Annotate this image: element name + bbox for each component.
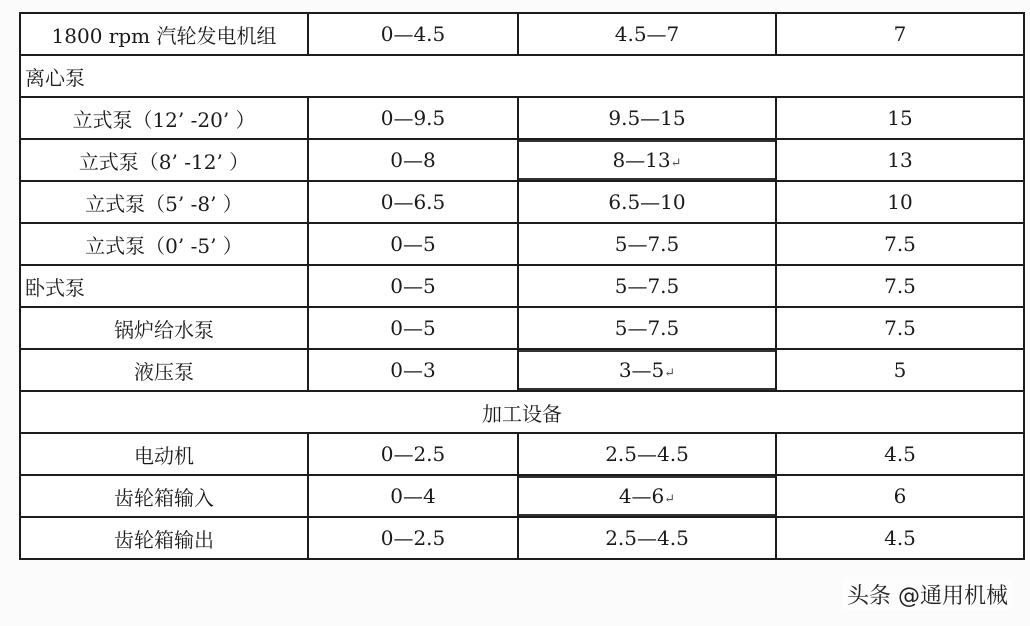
paragraph-mark-icon: ↵: [664, 492, 676, 507]
fair-range-cell-text: 6.5—10: [608, 190, 686, 214]
fair-range-cell-text: 5—7.5: [614, 232, 680, 256]
equipment-name-cell-text: 液压泵: [134, 359, 194, 384]
section-row: [20, 391, 1024, 433]
equipment-name-cell: [20, 307, 308, 349]
table-row: [20, 307, 1024, 349]
limit-value-cell-text: 7.5: [884, 316, 916, 340]
table-row: [20, 97, 1024, 139]
fair-range-cell: [518, 13, 776, 55]
equipment-name-cell-text: 卧式泵: [25, 275, 85, 300]
table-row: [20, 265, 1024, 307]
watermark: 头条 @通用机械: [843, 579, 1012, 610]
fair-range-cell-text: 4.5—7: [614, 22, 680, 46]
limit-value-cell-text: 10: [887, 190, 913, 214]
equipment-name-cell: [20, 475, 308, 517]
table-row: [20, 181, 1024, 223]
section-row: [20, 55, 1024, 97]
fair-range-cell-text: 4—6: [618, 484, 665, 508]
equipment-name-cell-text: 立式泵（12’ -20’ ）: [72, 107, 256, 132]
fair-range-cell-text: 5—7.5: [614, 274, 680, 298]
good-range-cell: [308, 181, 518, 223]
good-range-cell: [308, 13, 518, 55]
good-range-cell-text: 0—5: [390, 316, 436, 340]
section-title: 离心泵: [20, 55, 1024, 97]
good-range-cell-text: 0—3: [390, 358, 436, 382]
limit-value-cell: [776, 475, 1024, 517]
limit-value-cell-text: 7.5: [884, 232, 916, 256]
equipment-name-cell: [20, 433, 308, 475]
table-row: [20, 517, 1024, 559]
equipment-name-cell-text: 立式泵（8’ -12’ ）: [78, 149, 250, 174]
equipment-name-cell-text: 1800 rpm 汽轮发电机组: [51, 23, 277, 48]
good-range-cell-text: 0—8: [390, 148, 436, 172]
fair-range-cell: [518, 475, 776, 517]
good-range-cell: [308, 517, 518, 559]
limit-value-cell: [776, 349, 1024, 391]
table-row: [20, 475, 1024, 517]
fair-range-cell: [518, 517, 776, 559]
fair-range-cell-text: 3—5: [618, 358, 665, 382]
equipment-name-cell: [20, 223, 308, 265]
good-range-cell-text: 0—4: [390, 484, 436, 508]
limit-value-cell: [776, 139, 1024, 181]
equipment-name-cell: [20, 13, 308, 55]
equipment-name-cell: [20, 265, 308, 307]
limit-value-cell: [776, 307, 1024, 349]
fair-range-cell-text: 2.5—4.5: [605, 442, 689, 466]
fair-range-cell-text: 8—13: [612, 148, 671, 172]
fair-range-cell: [518, 433, 776, 475]
fair-range-cell: [518, 265, 776, 307]
good-range-cell: [308, 265, 518, 307]
equipment-name-cell: [20, 517, 308, 559]
good-range-cell: [308, 139, 518, 181]
equipment-name-cell: [20, 181, 308, 223]
equipment-name-cell-text: 电动机: [134, 443, 194, 468]
vibration-limits-table: [19, 12, 1025, 560]
fair-range-cell: [518, 181, 776, 223]
table-row: [20, 139, 1024, 181]
limit-value-cell: [776, 265, 1024, 307]
limit-value-cell-text: 7.5: [884, 274, 916, 298]
fair-range-cell-text: 5—7.5: [614, 316, 680, 340]
table-row: [20, 433, 1024, 475]
fair-range-cell: [518, 223, 776, 265]
limit-value-cell: [776, 223, 1024, 265]
fair-range-cell: [518, 139, 776, 181]
good-range-cell-text: 0—9.5: [380, 106, 446, 130]
section-title: 加工设备: [20, 391, 1024, 433]
table-row: [20, 13, 1024, 55]
limit-value-cell: [776, 433, 1024, 475]
limit-value-cell-text: 5: [893, 358, 907, 382]
equipment-name-cell: [20, 349, 308, 391]
equipment-name-cell-text: 齿轮箱输入: [114, 485, 214, 510]
equipment-name-cell-text: 立式泵（0’ -5’ ）: [85, 233, 243, 258]
good-range-cell-text: 0—4.5: [380, 22, 446, 46]
good-range-cell: [308, 475, 518, 517]
fair-range-cell-text: 9.5—15: [608, 106, 686, 130]
fair-range-cell: [518, 349, 776, 391]
table-row: [20, 349, 1024, 391]
good-range-cell-text: 0—6.5: [380, 190, 446, 214]
equipment-name-cell-text: 锅炉给水泵: [114, 317, 214, 342]
good-range-cell: [308, 307, 518, 349]
table-row: [20, 223, 1024, 265]
equipment-name-cell: [20, 139, 308, 181]
good-range-cell: [308, 223, 518, 265]
limit-value-cell-text: 6: [893, 484, 907, 508]
paragraph-mark-icon: ↵: [670, 156, 682, 171]
limit-value-cell-text: 15: [887, 106, 913, 130]
fair-range-cell: [518, 307, 776, 349]
limit-value-cell-text: 13: [887, 148, 913, 172]
good-range-cell: [308, 97, 518, 139]
limit-value-cell: [776, 517, 1024, 559]
equipment-name-cell: [20, 97, 308, 139]
good-range-cell: [308, 433, 518, 475]
limit-value-cell: [776, 181, 1024, 223]
limit-value-cell-text: 4.5: [884, 526, 916, 550]
fair-range-cell: [518, 97, 776, 139]
good-range-cell-text: 0—2.5: [380, 526, 446, 550]
good-range-cell: [308, 349, 518, 391]
good-range-cell-text: 0—5: [390, 274, 436, 298]
equipment-name-cell-text: 齿轮箱输出: [114, 527, 214, 552]
limit-value-cell-text: 4.5: [884, 442, 916, 466]
good-range-cell-text: 0—5: [390, 232, 436, 256]
good-range-cell-text: 0—2.5: [380, 442, 446, 466]
limit-value-cell: [776, 97, 1024, 139]
paragraph-mark-icon: ↵: [664, 366, 676, 381]
limit-value-cell: [776, 13, 1024, 55]
equipment-name-cell-text: 立式泵（5’ -8’ ）: [85, 191, 243, 216]
fair-range-cell-text: 2.5—4.5: [605, 526, 689, 550]
limit-value-cell-text: 7: [893, 22, 907, 46]
